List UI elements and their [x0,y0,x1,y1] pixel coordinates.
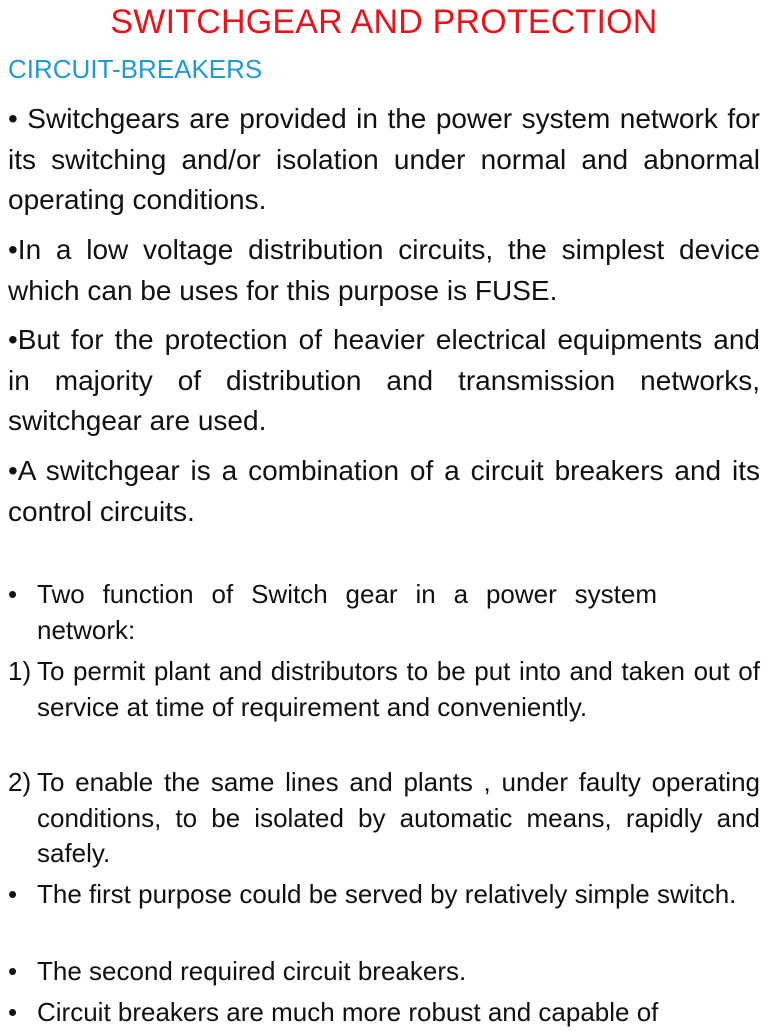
bullet-marker: • [8,956,18,986]
list-item [0,954,760,990]
bullet-marker: • [8,997,18,1027]
list-item-text: To permit plant and distributors to be put into and taken out of service at time of requirement and conveniently. [37,656,760,722]
list-item-text: The first purpose could be served by relatively simple switch. [37,879,737,909]
paragraph-1: • Switchgears are provided in the power system network for its switching and/or isolation under normal and abnormal operating conditions. [8,103,760,215]
slide-title: SWITCHGEAR AND PROTECTION [110,3,658,41]
bullet-marker: • [8,579,18,609]
list-item [0,877,760,913]
slide-subtitle: CIRCUIT-BREAKERS [8,54,263,84]
list-item [0,654,760,725]
list-item-text: To enable the same lines and plants , under faulty operating conditions, to be isolated by automatic means, rapidly and safely. [37,767,760,868]
number-marker: 1) [8,656,32,686]
list-item [0,995,760,1031]
number-marker: 2) [8,767,32,797]
list-item-text: Circuit breakers are much more robust and capable of [37,997,659,1027]
list-item [0,765,760,872]
paragraph-2: •In a low voltage distribution circuits, the simplest device which can be uses for this purpose is FUSE. [8,234,760,306]
paragraph-3: •But for the protection of heavier electrical equipments and in majority of distribution and transmission networks, switchgear are used. [8,324,760,436]
list-item-text: The second required circuit breakers. [37,956,467,986]
paragraph-4: •A switchgear is a combination of a circuit breakers and its control circuits. [8,455,760,527]
bullet-marker: • [8,879,18,909]
list-item [0,577,760,648]
list-item-text: Two function of Switch gear in a power system network: [37,579,657,645]
